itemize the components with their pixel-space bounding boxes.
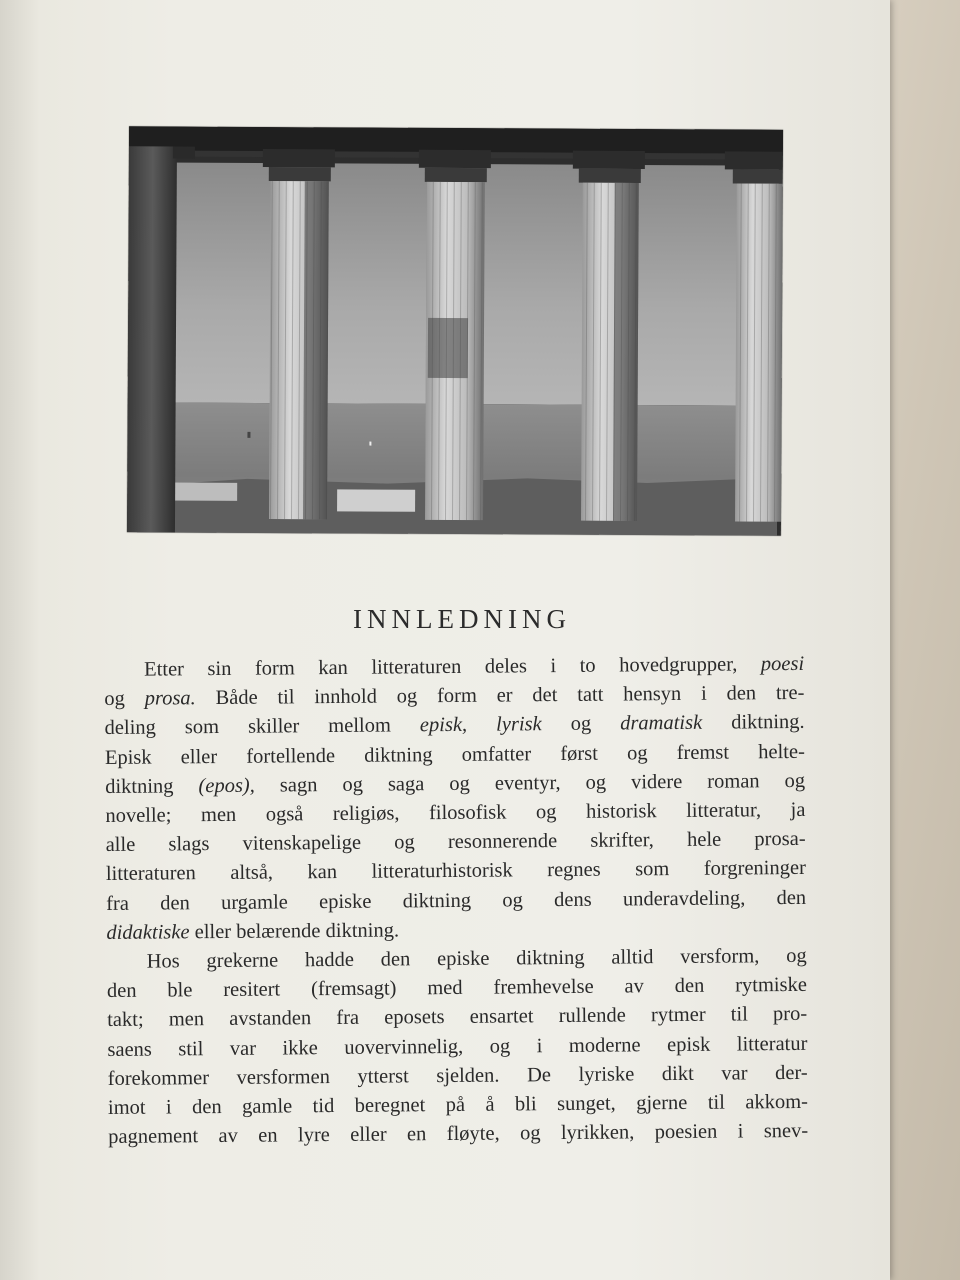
paragraph bbox=[107, 942, 809, 1153]
page-gutter-shadow bbox=[0, 0, 40, 1280]
text-run: pagnement av en lyre eller en fløyte, og lyrikken, poesien i snev- bbox=[108, 1120, 809, 1149]
text-run: den ble resitert (fremsagt) med fremhevelse av den rytmiske bbox=[106, 974, 807, 1003]
paragraph bbox=[104, 650, 807, 948]
chapter-heading: INNLEDNING bbox=[353, 604, 571, 634]
text-line bbox=[108, 1117, 808, 1152]
temple-photo-graphic bbox=[127, 126, 783, 535]
italic-term: episk, lyrisk bbox=[419, 713, 542, 737]
text-run: sagn og saga og eventyr, og videre roman og bbox=[254, 769, 806, 797]
text-run: novelle; men også religiøs, filosofisk og historisk litteratur, ja bbox=[105, 798, 806, 828]
italic-term: poesi bbox=[760, 652, 805, 676]
text-run: litteraturen altså, kan litteraturhistorisk regnes som forgreninger bbox=[105, 857, 806, 886]
text-run: takt; men avstanden fra eposets ensartet rullende rytmer til pro- bbox=[107, 1003, 808, 1032]
text-run: forekommer versformen ytterst sjelden. De lyriske dikt var der- bbox=[107, 1061, 808, 1090]
text-run: diktning. bbox=[702, 711, 805, 735]
italic-term: dramatisk bbox=[620, 712, 703, 735]
text-run: og bbox=[541, 712, 621, 736]
text-run: alle slags vitenskapelige og resonnerende skrifter, hele prosa- bbox=[105, 828, 806, 857]
text-run: Episk eller fortellende diktning omfatter først og fremst helte- bbox=[104, 740, 805, 769]
text-run: Etter sin form kan litteraturen deles i to hovedgrupper, bbox=[144, 653, 761, 681]
paragraphs bbox=[104, 650, 808, 1153]
italic-term: (epos), bbox=[198, 774, 255, 797]
text-run: og bbox=[104, 687, 145, 711]
text-run: fra den urgamle episke diktning og dens underavdeling, den bbox=[106, 886, 807, 915]
text-run: imot i den gamle tid beregnet på å bli sunget, gjerne til akkom- bbox=[107, 1090, 809, 1120]
text-run: eller belærende diktning. bbox=[189, 919, 400, 944]
body-text bbox=[104, 650, 808, 1153]
text-run: saens stil var ikke uovervinnelig, og i moderne episk litteratur bbox=[107, 1032, 808, 1061]
italic-term: prosa. bbox=[144, 687, 196, 710]
text-run: diktning bbox=[105, 774, 199, 798]
italic-term: didaktiske bbox=[106, 921, 190, 944]
text-run: Både til innhold og form er det tatt hensyn i den tre- bbox=[195, 682, 805, 710]
temple-columns-photo bbox=[127, 126, 783, 535]
text-line bbox=[106, 884, 806, 919]
text-run: deling som skiller mellom bbox=[104, 714, 420, 740]
text-run: Hos grekerne hadde den episke diktning alltid versform, og bbox=[146, 944, 807, 973]
